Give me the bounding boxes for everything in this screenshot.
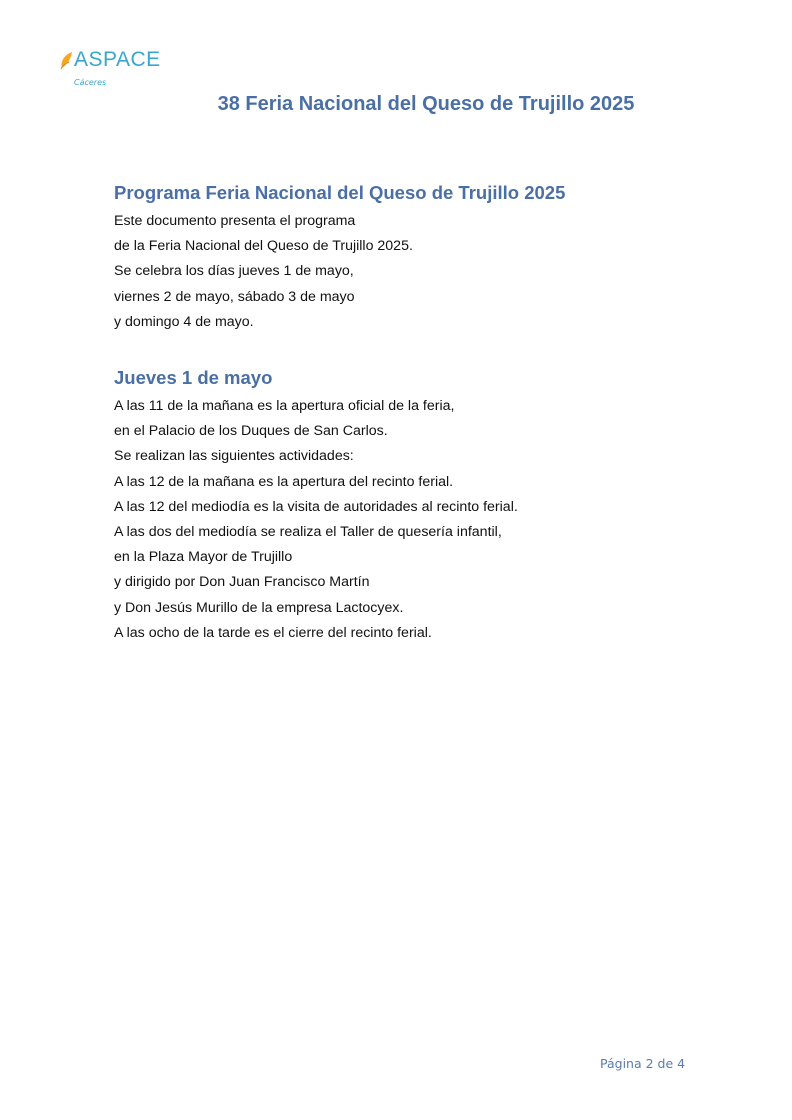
section-heading: Jueves 1 de mayo bbox=[114, 367, 273, 388]
body-line: A las 11 de la mañana es la apertura oficial de la feria, bbox=[114, 398, 455, 414]
logo-brand: ASPACE bbox=[74, 48, 161, 71]
body-line: y dirigido por Don Juan Francisco Martín bbox=[114, 574, 370, 591]
page-number: Página 2 de 4 bbox=[600, 1056, 686, 1071]
body-line: de la Feria Nacional del Queso de Trujillo 2025. bbox=[114, 238, 413, 255]
body-line: en la Plaza Mayor de Trujillo bbox=[114, 549, 293, 566]
body-line: A las 12 de la mañana es la apertura del recinto ferial. bbox=[114, 473, 454, 490]
body-line: Este documento presenta el programa bbox=[114, 213, 356, 229]
section-heading: Programa Feria Nacional del Queso de Trujillo 2025 bbox=[114, 182, 566, 203]
body-line: Se celebra los días jueves 1 de mayo, bbox=[114, 263, 354, 280]
document-title: 38 Feria Nacional del Queso de Trujillo 2025 bbox=[217, 93, 635, 115]
body-line: y domingo 4 de mayo. bbox=[114, 313, 254, 330]
body-line: en el Palacio de los Duques de San Carlos. bbox=[114, 423, 388, 440]
aspace-logo bbox=[58, 48, 188, 92]
section-programa bbox=[114, 181, 734, 335]
body-line: Se realizan las siguientes actividades: bbox=[114, 448, 354, 465]
body-line: y Don Jesús Murillo de la empresa Lactocyex. bbox=[114, 599, 404, 616]
logo-subtitle: Cáceres bbox=[74, 78, 107, 87]
body-line: A las 12 del mediodía es la visita de autoridades al recinto ferial. bbox=[114, 498, 518, 515]
body-line: A las dos del mediodía se realiza el Taller de quesería infantil, bbox=[114, 524, 502, 541]
body-line: A las ocho de la tarde es el cierre del recinto ferial. bbox=[114, 624, 432, 641]
body-line: viernes 2 de mayo, sábado 3 de mayo bbox=[114, 288, 355, 305]
section-jueves bbox=[114, 366, 734, 646]
